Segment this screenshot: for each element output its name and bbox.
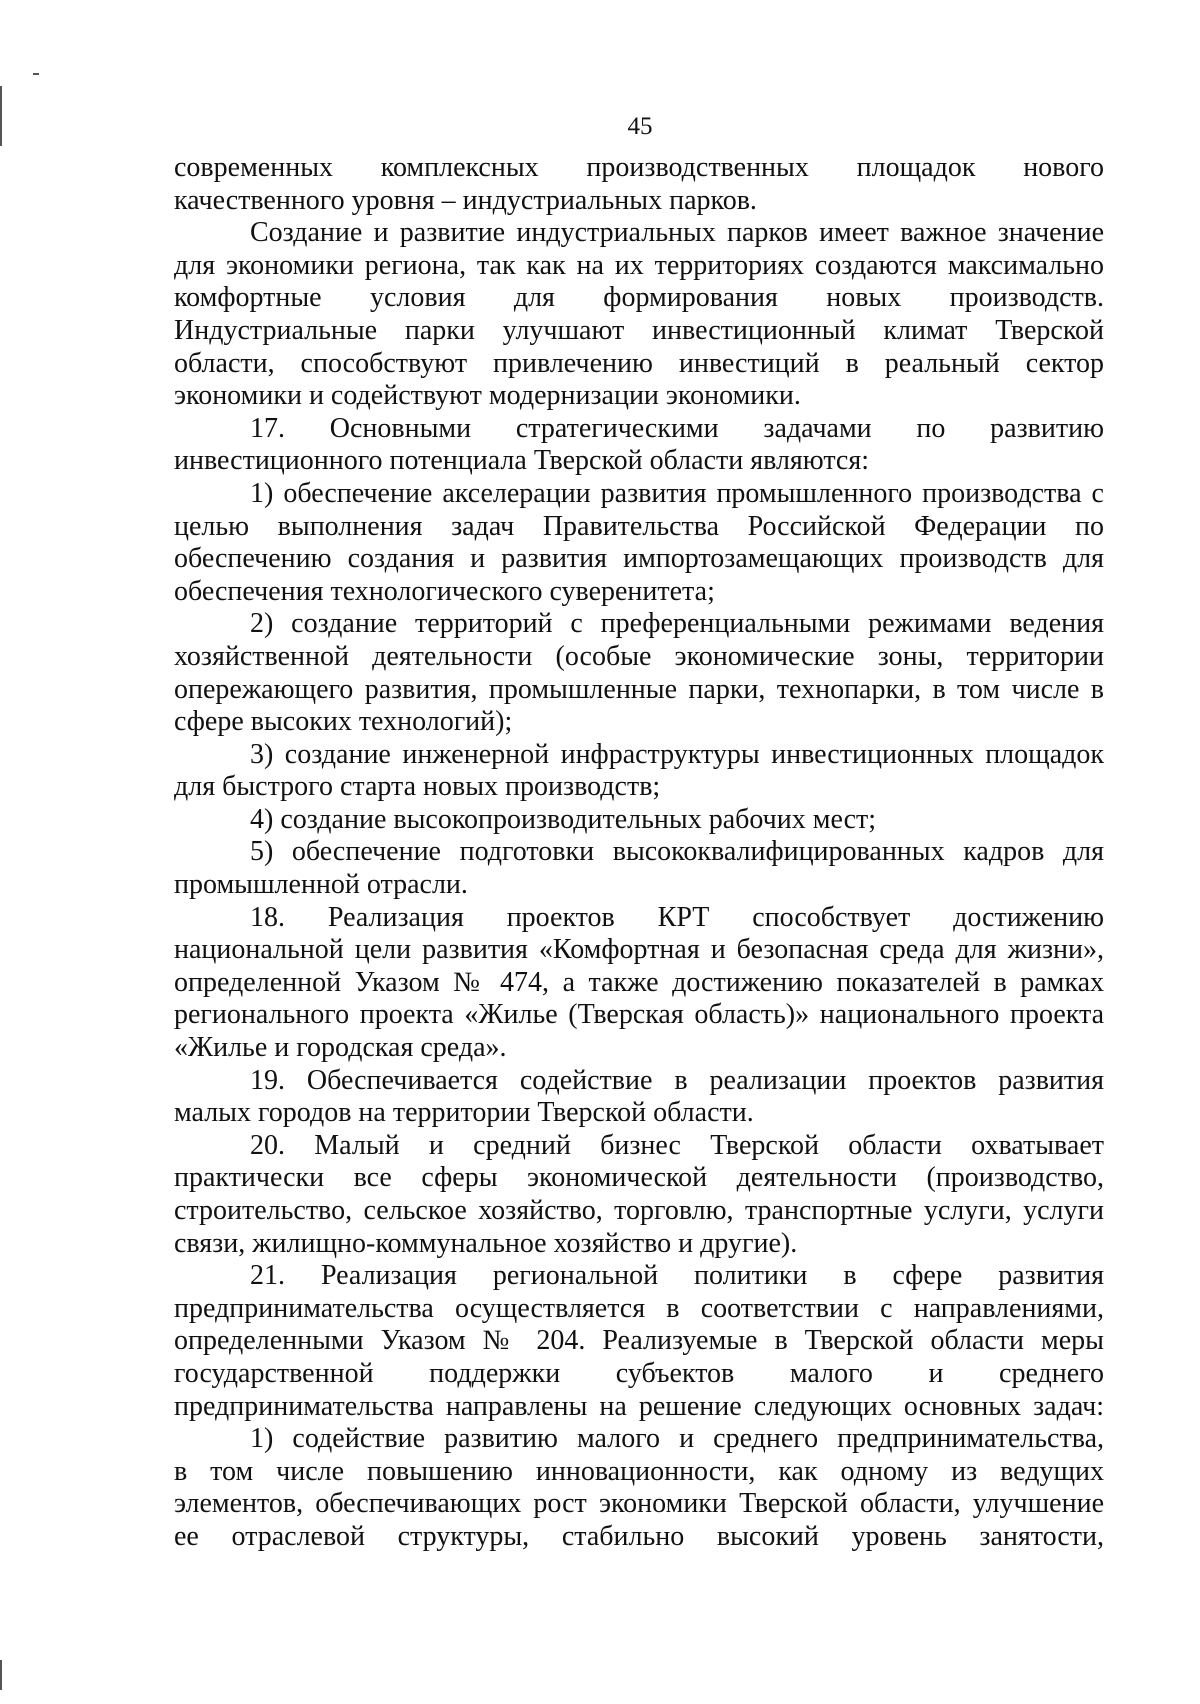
text-line: в том числе повышению инновационности, как одному из ведущих [174,1455,1104,1487]
text-line: экономики и содействуют модернизации экономики. [174,380,801,412]
text-line: определенной Указом № 474, а также достижению показателей в рамках [174,966,1104,998]
text-line: определенными Указом № 204. Реализуемые в Тверской области меры [174,1325,1104,1357]
text-line: государственной поддержки субъектов малого и среднего [174,1357,1104,1389]
margin-mark [0,1660,2,1690]
text-line: 1) обеспечение акселерации развития промышленного производства с [250,477,1104,509]
text-line: 17. Основными стратегическими задачами по развитию [250,412,1104,444]
text-line: 2) создание территорий с преференциальными режимами ведения [250,608,1104,640]
text-line: комфортные условия для формирования новых производств. [174,282,1104,314]
text-line: обеспечения технологического суверенитета; [174,575,715,607]
text-line: регионального проекта «Жилье (Тверская область)» национального проекта [174,999,1104,1031]
text-line: связи, жилищно-коммунальное хозяйство и другие). [174,1227,798,1259]
text-line: опережающего развития, промышленные парки, технопарки, в том числе в [174,673,1104,705]
text-line: 19. Обеспечивается содействие в реализации проектов развития [250,1064,1104,1096]
text-line: промышленной отрасли. [174,869,468,901]
text-line: ее отраслевой структуры, стабильно высокий уровень занятости, [174,1520,1104,1552]
text-line: 18. Реализация проектов КРТ способствует достижению [250,901,1104,933]
text-line: современных комплексных производственных площадок нового [174,152,1104,183]
text-line: 21. Реализация региональной политики в сфере развития [250,1260,1104,1292]
text-line: качественного уровня – индустриальных парков. [174,184,757,216]
text-line: малых городов на территории Тверской области. [174,1097,754,1129]
margin-mark [33,73,39,75]
text-line: обеспечению создания и развития импортозамещающих производств для [174,543,1104,575]
text-line: предпринимательства осуществляется в соответствии с направлениями, [174,1292,1104,1324]
text-line: целью выполнения задач Правительства Российской Федерации по [174,510,1104,542]
text-line: области, способствуют привлечению инвестиций в реальный сектор [174,347,1104,379]
text-line: 20. Малый и средний бизнес Тверской области охватывает [250,1129,1104,1161]
text-line: инвестиционного потенциала Тверской области являются: [174,445,870,477]
margin-mark [0,86,2,146]
text-line: 5) обеспечение подготовки высококвалифицированных кадров для [250,836,1104,868]
text-line: Создание и развитие индустриальных парков имеет важное значение [250,217,1104,249]
text-line: предпринимательства направлены на решение следующих основных задач: [174,1390,1104,1422]
body-text [174,152,1104,1554]
text-line: хозяйственной деятельности (особые экономические зоны, территории [174,640,1104,672]
text-line: «Жилье и городская среда». [174,1032,507,1064]
text-line: практически все сферы экономической деятельности (производство, [174,1162,1104,1194]
page-number: 45 [627,113,653,140]
text-line: 4) создание высокопроизводительных рабочих мест; [250,803,877,835]
text-line: для быстрого старта новых производств; [174,771,661,803]
text-line: элементов, обеспечивающих рост экономики Тверской области, улучшение [174,1488,1104,1520]
text-line: Индустриальные парки улучшают инвестиционный климат Тверской [174,314,1104,346]
text-line: национальной цели развития «Комфортная и безопасная среда для жизни», [174,934,1104,966]
text-line: сфере высоких технологий); [174,706,513,738]
text-line: строительство, сельское хозяйство, торговлю, транспортные услуги, услуги [174,1195,1104,1226]
text-line: 1) содействие развитию малого и среднего предпринимательства, [250,1423,1104,1455]
text-line: для экономики региона, так как на их территориях создаются максимально [174,249,1104,281]
text-line: 3) создание инженерной инфраструктуры инвестиционных площадок [250,738,1104,770]
